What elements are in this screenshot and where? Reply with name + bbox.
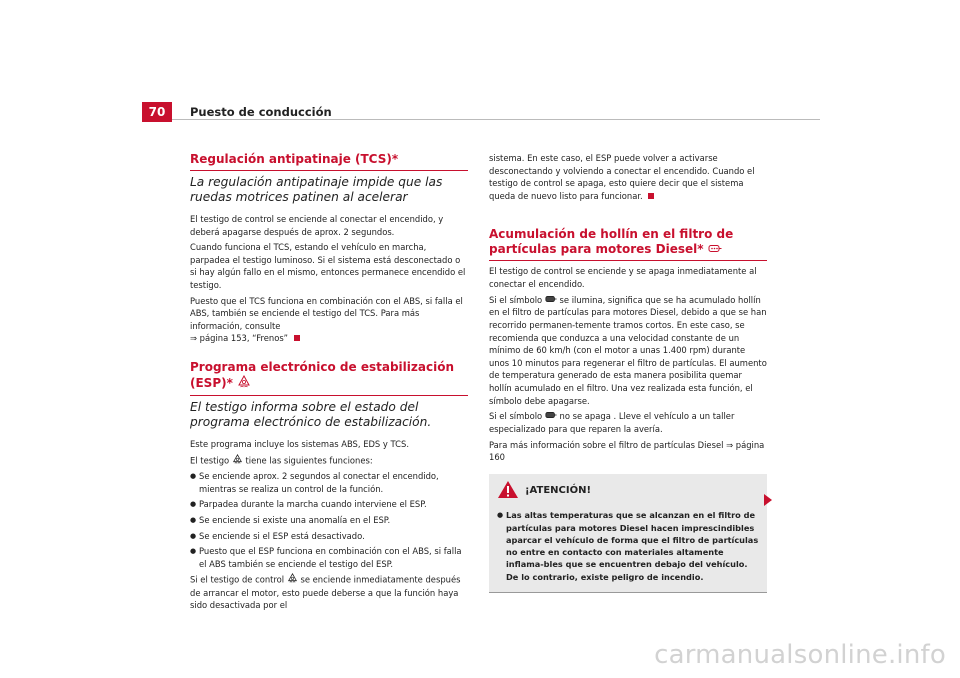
esp-paragraph-3	[190, 573, 468, 612]
header-rule	[172, 119, 820, 120]
esp-warning-light-icon	[287, 573, 298, 587]
esp-paragraph-1: Este programa incluye los sistemas ABS, EDS y TCS.	[190, 438, 409, 449]
section-end-square-icon	[648, 193, 654, 199]
esp-bullet-item: ● Puesto que el ESP funciona en combinación con el ABS, si falla el ABS también se enciende el testigo del ESP.	[190, 545, 468, 570]
esp-warning-light-icon	[232, 454, 243, 468]
left-column	[190, 152, 468, 615]
esp-paragraph-2	[190, 454, 468, 468]
esp-section-title	[190, 360, 468, 396]
next-page-arrow-icon[interactable]	[763, 492, 773, 511]
warning-title: ¡ATENCIÓN!	[525, 485, 592, 497]
esp-paragraph-2-text-b: tiene las siguientes funciones:	[245, 454, 373, 465]
tcs-paragraph-1: El testigo de control se enciende al conectar el encendido, y deberá apagarse después de aprox. 2 segundos.	[190, 214, 444, 237]
dpf-paragraph-4[interactable]: Para más información sobre el filtro de partículas Diesel ⇒ página 160	[489, 439, 765, 463]
dpf-section-title-text: Acumulación de hollín en el filtro de partículas para motores Diesel*	[489, 227, 734, 257]
esp-bullet-item: ● Se enciende si el ESP está desactivado.	[190, 530, 468, 543]
right-column	[489, 152, 767, 593]
esp-warning-light-icon	[237, 375, 251, 392]
diesel-particulate-filter-icon	[708, 242, 722, 257]
esp-paragraph-3-text-b: se enciende inmediatamente después de arrancar el motor, esto puede deberse a que la función haya sido desactivada por el	[190, 574, 461, 611]
page-number-badge: 70	[142, 102, 172, 122]
esp-continuation-text: sistema. En este caso, el ESP puede volver a activarse desconectando y volviendo a conectar el encendido. Cuando el testigo de control se apaga, esto quiere decir que el sistema queda de nuevo listo para funcionar.	[489, 153, 755, 201]
esp-subtitle: El testigo informa sobre el estado del programa electrónico de estabilización.	[190, 399, 432, 429]
dpf-paragraph-2-text-b: se ilumina, significa que se ha acumulado hollín en el filtro de partículas para motores Diesel, debido a que se han recorrido permanen-temente tramos cortos. En este caso, se recomienda que conduzca a una velocidad constante de un mínimo de 60 km/h (con el motor a unas 1.400 rpm) durante unos 10 minutos para regenerar el filtro de partículas. El aumento de temperatura generado de esta manera posibilita quemar hollín acumulado en el filtro. Una vez realizada esta función, el símbolo debe apagarse.	[489, 294, 767, 406]
dpf-paragraph-2	[489, 294, 767, 408]
esp-bullet-item: ● Se enciende si existe una anomalía en el ESP.	[190, 514, 468, 527]
dpf-paragraph-1: El testigo de control se enciende y se apaga inmediatamente al conectar el encendido.	[489, 266, 757, 289]
esp-paragraph-2-text-a: El testigo	[190, 454, 230, 465]
dpf-paragraph-2-text-a: Si el símbolo	[489, 294, 543, 305]
dpf-paragraph-3	[489, 410, 767, 435]
warning-triangle-icon	[497, 480, 519, 504]
warning-text: ● Las altas temperaturas que se alcanzan en el filtro de partículas para motores Diesel hacen imprescindibles aparcar el vehículo de forma que el filtro de partículas no entre en contacto con materiales altamente inflama-bles que se encuentren debajo del vehículo. De lo contrario, existe peligro de incendio.	[497, 509, 759, 583]
section-end-square-icon	[294, 335, 300, 341]
tcs-section-title: Regulación antipatinaje (TCS)*	[190, 152, 468, 171]
tcs-paragraph-3	[190, 295, 468, 345]
esp-section-title-text: Programa electrónico de estabilización (ESP)*	[190, 359, 454, 390]
tcs-subtitle: La regulación antipatinaje impide que las ruedas motrices patinen al acelerar	[190, 175, 443, 204]
brakes-page-link[interactable]: ⇒ página 153, “Frenos”	[190, 333, 289, 344]
tcs-paragraph-3-text: Puesto que el TCS funciona en combinación con el ABS, si falla el ABS, también se enciende el testigo del TCS. Para más información, consulte	[190, 295, 463, 331]
esp-bullet-item: ● Parpadea durante la marcha cuando interviene el ESP.	[190, 498, 468, 511]
warning-header	[497, 480, 759, 504]
warning-box	[489, 474, 767, 593]
dpf-paragraph-3-text-a: Si el símbolo	[489, 411, 543, 422]
diesel-particulate-filter-icon	[545, 410, 557, 423]
dpf-paragraph-3-text-b: no se apaga . Lleve el vehículo a un taller especializado para que reparen la avería.	[489, 411, 735, 434]
esp-bullet-item: ● Se enciende aprox. 2 segundos al conectar el encendido, mientras se realiza un control de la función.	[190, 470, 468, 495]
watermark: carmanualsonline.info	[654, 640, 946, 670]
esp-paragraph-3-text-a: Si el testigo de control	[190, 574, 285, 585]
esp-continuation-paragraph	[489, 152, 767, 202]
page-header-title: Puesto de conducción	[190, 105, 332, 119]
tcs-paragraph-2: Cuando funciona el TCS, estando el vehículo en marcha, parpadea el testigo luminoso. Si el sistema está desconectado o si hay algún fallo en el mismo, entonces permanece encendido el testigo.	[190, 242, 466, 290]
dpf-section-title	[489, 227, 767, 261]
diesel-particulate-filter-icon	[545, 294, 557, 307]
